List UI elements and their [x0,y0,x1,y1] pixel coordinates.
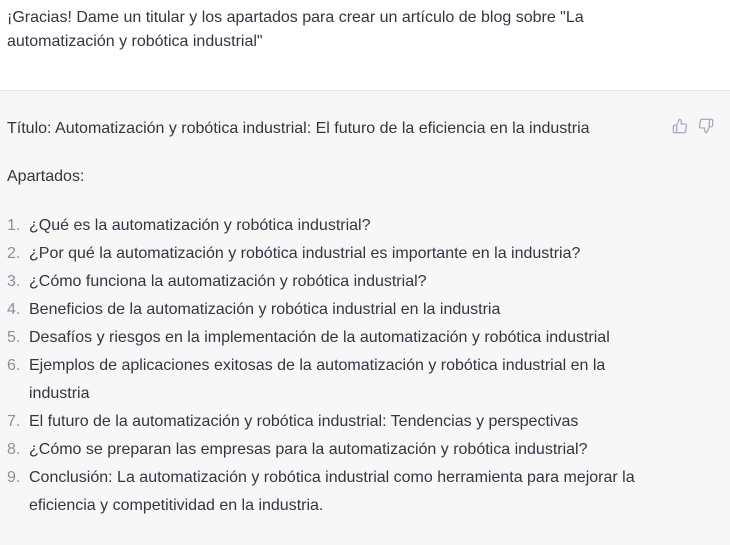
list-item [7,352,667,408]
list-item [7,324,667,352]
list-number: 9. [7,469,21,486]
list-item [7,464,667,520]
list-item [7,212,667,240]
sections-list [7,212,667,520]
list-item-text: Beneficios de la automatización y robótica industrial en la industria [29,301,501,318]
list-item [7,436,667,464]
list-item-text: Desafíos y riesgos en la implementación de la automatización y robótica industrial [29,329,610,346]
article-title: Título: Automatización y robótica industrial: El futuro de la eficiencia en la industria [7,120,590,137]
list-item [7,408,667,436]
assistant-message [0,91,730,545]
list-number: 6. [7,357,21,374]
list-number: 4. [7,301,21,318]
feedback-buttons [672,118,714,134]
user-message [0,0,730,91]
list-number: 3. [7,273,21,290]
list-number: 2. [7,245,21,262]
user-message-text: ¡Gracias! Dame un titular y los apartados para crear un artículo de blog sobre "La automatización y robótica industrial" [7,9,584,50]
thumbs-up-icon[interactable] [672,118,688,134]
list-item-text: ¿Cómo se preparan las empresas para la automatización y robótica industrial? [29,441,588,458]
list-item-text: Ejemplos de aplicaciones exitosas de la automatización y robótica industrial en la industria [29,357,606,402]
list-item-text: El futuro de la automatización y robótica industrial: Tendencias y perspectivas [29,413,579,430]
list-item [7,268,667,296]
list-item [7,240,667,268]
list-number: 7. [7,413,21,430]
list-item [7,296,667,324]
list-item-text: Conclusión: La automatización y robótica industrial como herramienta para mejorar la eficiencia y competitividad en la industria. [29,469,635,514]
list-item-text: ¿Por qué la automatización y robótica industrial es importante en la industria? [29,245,581,262]
list-item-text: ¿Qué es la automatización y robótica industrial? [29,217,371,234]
list-item-text: ¿Cómo funciona la automatización y robótica industrial? [29,273,427,290]
sections-label: Apartados: [7,168,85,185]
thumbs-down-icon[interactable] [698,118,714,134]
list-number: 5. [7,329,21,346]
list-number: 8. [7,441,21,458]
list-number: 1. [7,217,21,234]
